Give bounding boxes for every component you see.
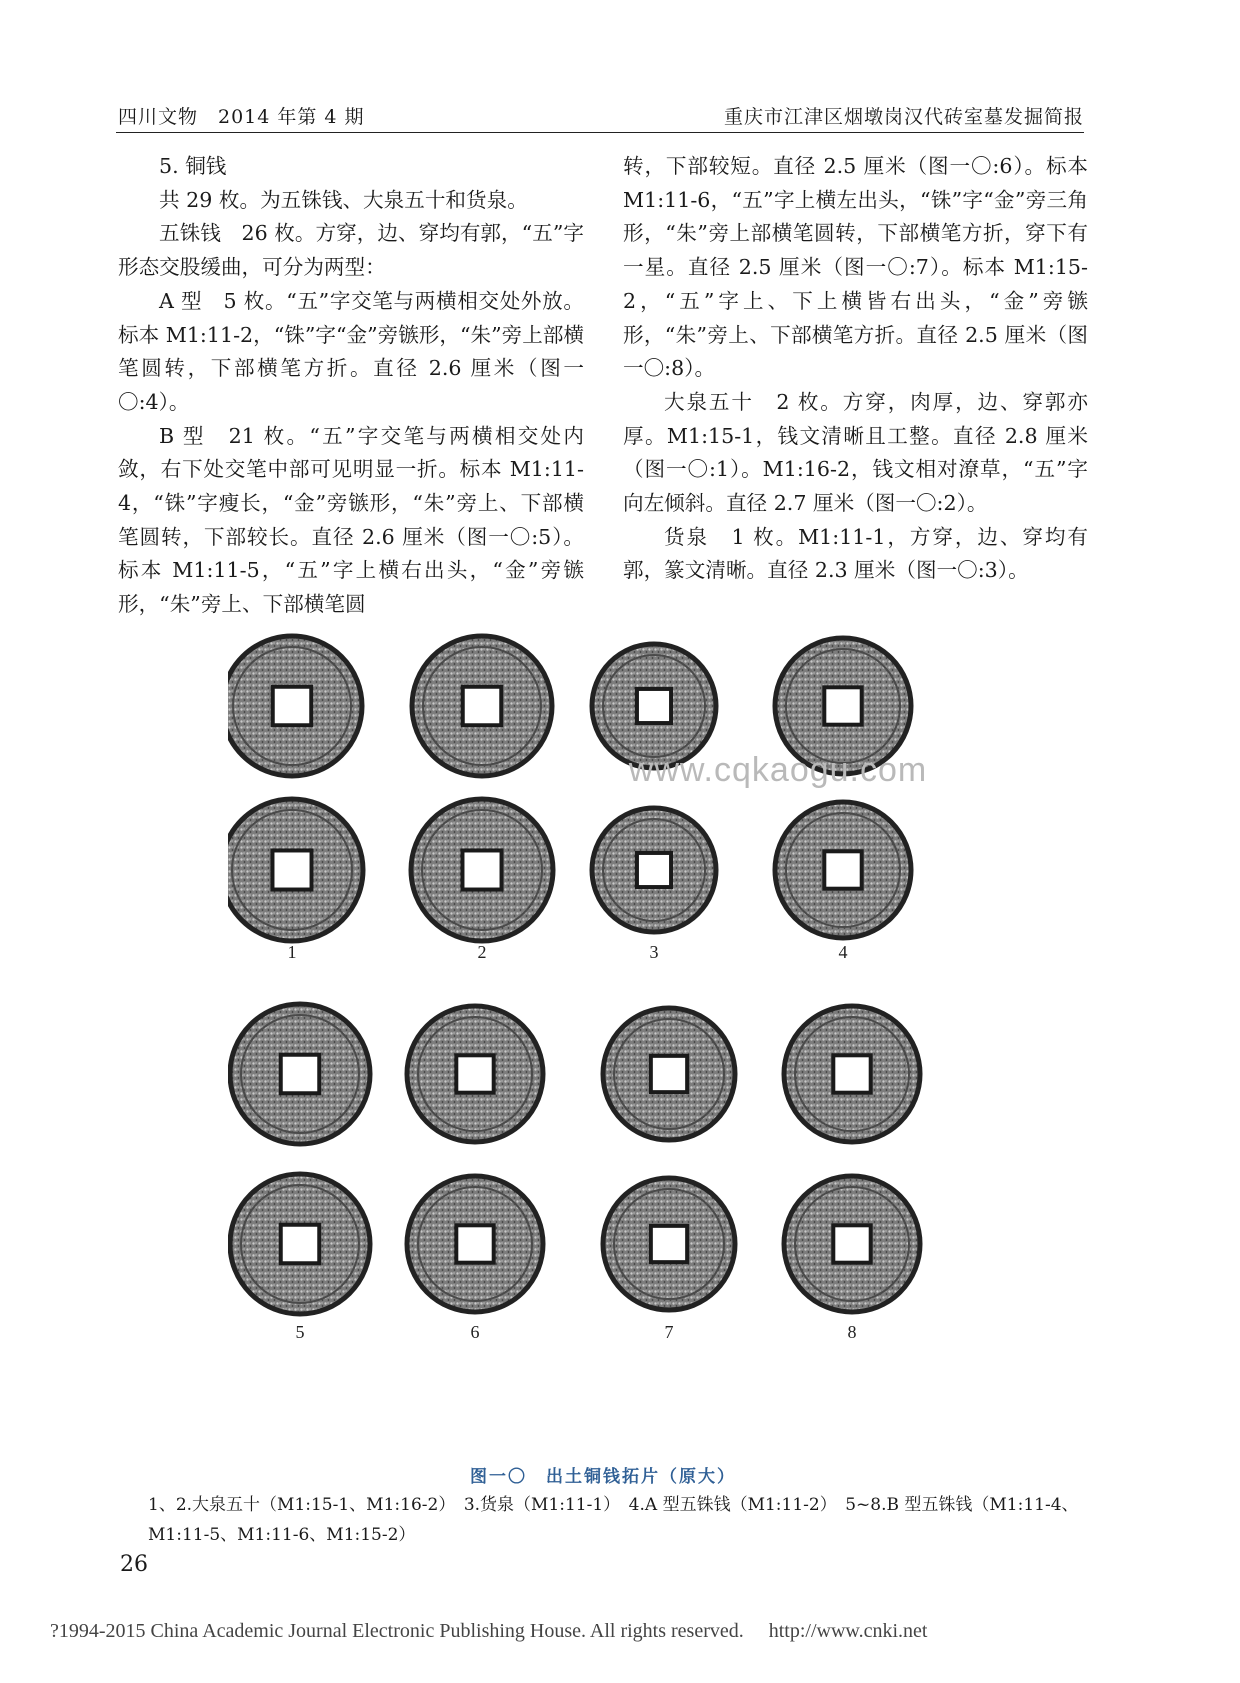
right-text-column bbox=[623, 150, 1088, 588]
coin-square-hole bbox=[651, 1226, 687, 1262]
running-header-title: 重庆市江津区烟墩岗汉代砖室墓发掘简报 bbox=[723, 106, 1084, 128]
coin-square-hole bbox=[833, 1055, 870, 1092]
paragraph: 5. 铜钱 bbox=[159, 154, 227, 178]
coin-label: 5 bbox=[295, 1322, 305, 1342]
paragraph: 共 29 枚。为五铢钱、大泉五十和货泉。 bbox=[159, 187, 528, 212]
coin-square-hole bbox=[833, 1225, 870, 1262]
coin-square-hole bbox=[281, 1225, 320, 1264]
coin-square-hole bbox=[272, 850, 311, 889]
figure-caption-title: 图一〇 出土铜钱拓片（原大） bbox=[470, 1467, 736, 1487]
coin-square-hole bbox=[637, 853, 671, 887]
coin-label: 4 bbox=[838, 942, 848, 962]
coin-square-hole bbox=[462, 850, 501, 889]
header-rule bbox=[116, 132, 1084, 133]
copyright-text: ?1994-2015 China Academic Journal Electronic Publishing House. All rights reserved. bbox=[50, 1620, 744, 1642]
coin-label: 7 bbox=[664, 1322, 674, 1342]
coin-square-hole bbox=[456, 1225, 493, 1262]
watermark: www.cqkaogu.com bbox=[628, 751, 928, 789]
coin-square-hole bbox=[824, 687, 861, 724]
coin-rubbings-plate bbox=[228, 618, 1028, 1446]
coin-square-hole bbox=[637, 689, 671, 723]
coin-rubbings-figure bbox=[228, 618, 1028, 1446]
paragraph: 转，下部较短。直径 2.5 厘米（图一〇:6）。标本 M1:11-6，“五”字上横左出头，“铢”字“金”旁三角形，“朱”旁上部横笔圆转，下部横笔方折，穿下有一星。直径 2.5 厘米（图一〇:7）。标本 M1:15-2，“五”字上、下上横皆右出头，“金”旁镞形，“朱”旁上、下部横笔方折。直径 2.5 厘米（图一〇:8）。 bbox=[623, 154, 1088, 381]
page-number: 26 bbox=[120, 1552, 148, 1577]
left-text-column bbox=[118, 150, 584, 622]
footer-url: http://www.cnki.net bbox=[768, 1620, 928, 1642]
coin-label: 1 bbox=[287, 942, 297, 962]
coin-group bbox=[228, 636, 920, 1314]
figure-caption-text: 1、2.大泉五十（M1:15-1、M1:16-2） 3.货泉（M1:11-1） 4.A 型五铢钱（M1:11-2） 5~8.B 型五铢钱（M1:11-4、M1:11-5、M1:11-6、M1:15-2） bbox=[148, 1495, 1079, 1545]
running-header-journal: 四川文物 2014 年第 4 期 bbox=[118, 106, 365, 128]
coin-label: 6 bbox=[470, 1322, 480, 1342]
coin-square-hole bbox=[273, 687, 312, 726]
coin-label: 3 bbox=[649, 942, 659, 962]
paragraph: B 型 21 枚。“五”字交笔与两横相交处内敛，右下处交笔中部可见明显一折。标本 M1:11-4，“铢”字瘦长，“金”旁镞形，“朱”旁上、下部横笔圆转，下部较长。直径 2.6 厘米（图一〇:5）。标本 M1:11-5，“五”字上横右出头，“金”旁镞形，“朱”旁上、下部横笔圆 bbox=[118, 423, 584, 617]
coin-label: 2 bbox=[477, 942, 487, 962]
coin-square-hole bbox=[456, 1055, 493, 1092]
coin-square-hole bbox=[281, 1055, 320, 1094]
paragraph: 大泉五十 2 枚。方穿，肉厚，边、穿郭亦厚。M1:15-1，钱文清晰且工整。直径 2.8 厘米（图一〇:1）。M1:16-2，钱文相对潦草，“五”字向左倾斜。直径 2.7 厘米（图一〇:2）。 bbox=[623, 389, 1088, 516]
paragraph: 五铢钱 26 枚。方穿，边、穿均有郭，“五”字形态交股缓曲，可分为两型： bbox=[118, 221, 584, 280]
coin-label: 8 bbox=[847, 1322, 857, 1342]
coin-square-hole bbox=[463, 687, 502, 726]
paragraph: A 型 5 枚。“五”字交笔与两横相交处外放。标本 M1:11-2，“铢”字“金”旁镞形，“朱”旁上部横笔圆转，下部横笔方折。直径 2.6 厘米（图一〇:4）。 bbox=[118, 288, 585, 414]
copyright-footer bbox=[30, 1620, 1210, 1643]
coin-square-hole bbox=[651, 1056, 687, 1092]
coin-square-hole bbox=[824, 851, 861, 888]
paragraph: 货泉 1 枚。M1:11-1，方穿，边、穿均有郭，篆文清晰。直径 2.3 厘米（图一〇:3）。 bbox=[623, 524, 1088, 583]
